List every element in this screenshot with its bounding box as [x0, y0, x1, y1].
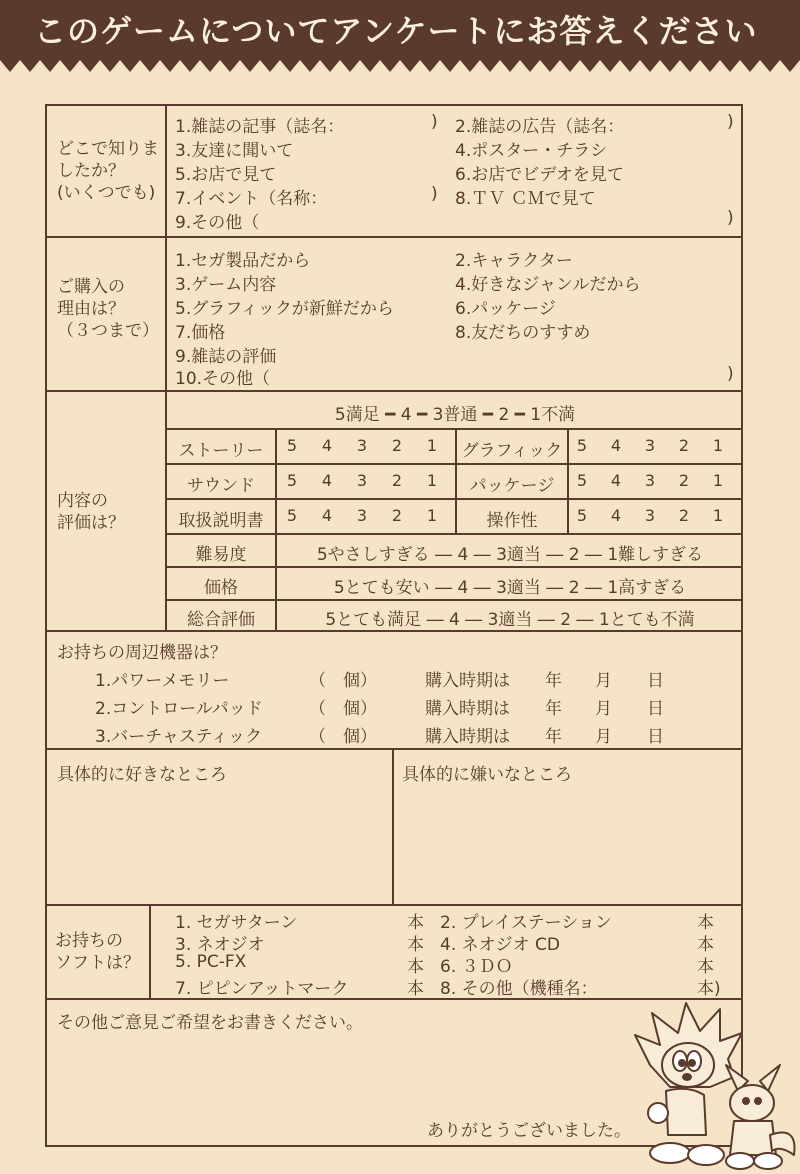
- section-where-known: どこで知りま したか？ (いくつでも) 1.雑誌の記事（誌名： ) 2.雑誌の広告（誌名： ) 3.友達に聞いて 4.ポスター・チラシ 5.お店で見て 6.お店でビデオを見て 7.イベント（名称： ) 8.ＴＶ ＣＭで見て 9.その他（ ): [47, 106, 741, 238]
- q4-title: お持ちの周辺機器は？: [57, 643, 227, 663]
- qty-field[interactable]: （ 個）: [309, 727, 377, 747]
- rating-package: パッケージ: [469, 476, 555, 496]
- month-field[interactable]: 月: [595, 671, 612, 691]
- peripheral-control-pad: 2.コントロールパッド: [95, 699, 263, 719]
- q2-option-2[interactable]: 2.キャラクター: [455, 251, 573, 271]
- rating-price: 価格: [204, 578, 238, 598]
- likes-label: 具体的に好きなところ: [57, 765, 227, 785]
- rating-story: ストーリー: [178, 441, 264, 461]
- hw-pippin[interactable]: 7. ピピンアットマーク: [175, 979, 349, 999]
- q2-option-5[interactable]: 5.グラフィックが新鮮だから: [175, 299, 394, 319]
- q2-option-10[interactable]: 10.その他（: [175, 369, 271, 389]
- rating-graphics: グラフィック: [461, 441, 563, 461]
- rating-controls: 操作性: [486, 511, 538, 531]
- year-field[interactable]: 年: [545, 727, 562, 747]
- month-field[interactable]: 月: [595, 727, 612, 747]
- q2-option-4[interactable]: 4.好きなジャンルだから: [455, 275, 641, 295]
- qty-field[interactable]: （ 個）: [309, 699, 377, 719]
- thanks-text: ありがとうございました。: [427, 1121, 631, 1141]
- q2-option-3[interactable]: 3.ゲーム内容: [175, 275, 277, 295]
- rating-overall: 総合評価: [187, 610, 255, 630]
- q1-option-9[interactable]: 9.その他（: [175, 213, 260, 233]
- q1-option-4[interactable]: 4.ポスター・チラシ: [455, 141, 608, 161]
- scale-difficulty[interactable]: 5やさしすぎる ― 4 ― 3適当 ― 2 ― 1難しすぎる: [316, 545, 704, 565]
- q6-label: お持ちの ソフトは？: [55, 931, 140, 973]
- q2-option-6[interactable]: 6.パッケージ: [455, 299, 556, 319]
- rating-manual: 取扱説明書: [178, 511, 264, 531]
- q3-label: 内容の 評価は？: [57, 491, 125, 533]
- section-owned-hardware: お持ちの ソフトは？ 1. セガサターン 3. ネオジオ 5. PC-FX 7. ピピンアットマーク 本 本 本 本 2. プレイステーション 4. ネオジオ CD 6. ３ＤＯ 8. その他（機種名： 本 本 本 本): [47, 906, 741, 1000]
- day-field[interactable]: 日: [647, 699, 664, 719]
- survey-form: [45, 104, 743, 1147]
- q2-option-7[interactable]: 7.価格: [175, 323, 226, 343]
- header-band: [0, 0, 800, 88]
- q2-label: ご購入の 理由は？ （３つまで）: [57, 277, 159, 341]
- month-field[interactable]: 月: [595, 699, 612, 719]
- hw-neogeo[interactable]: 3. ネオジオ: [175, 935, 265, 955]
- q1-option-8[interactable]: 8.ＴＶ ＣＭで見て: [455, 189, 596, 209]
- q2-option-9[interactable]: 9.雑誌の評価: [175, 347, 277, 367]
- page-title: このゲームについてアンケートにお答えください: [34, 12, 758, 50]
- section-peripherals: お持ちの周辺機器は？ 1.パワーメモリー 2.コントロールパッド 3.バーチャスティック （ 個） （ 個） （ 個） 購入時期は 購入時期は 購入時期は 年 月 日 年 月 日 年 月 日: [47, 632, 741, 750]
- q1-option-6[interactable]: 6.お店でビデオを見て: [455, 165, 624, 185]
- q1-option-1[interactable]: 1.雑誌の記事（誌名：: [175, 117, 345, 137]
- q1-label: どこで知りま したか？ (いくつでも): [57, 139, 159, 203]
- scale-price[interactable]: 5とても安い ― 4 ― 3適当 ― 2 ― 1高すぎる: [333, 578, 687, 598]
- comments-prompt: その他ご意見ご希望をお書きください。: [57, 1013, 363, 1033]
- day-field[interactable]: 日: [647, 727, 664, 747]
- hw-other[interactable]: 8. その他（機種名：: [440, 979, 598, 999]
- hw-3do[interactable]: 6. ３ＤＯ: [440, 957, 513, 977]
- rating-difficulty: 難易度: [195, 545, 247, 565]
- likes-textarea[interactable]: [57, 790, 382, 898]
- year-field[interactable]: 年: [545, 699, 562, 719]
- section-purchase-reason: ご購入の 理由は？ （３つまで） 1.セガ製品だから 2.キャラクター 3.ゲーム内容 4.好きなジャンルだから 5.グラフィックが新鮮だから 6.パッケージ 7.価格 8.友だちのすすめ 9.雑誌の評価 10.その他（ ): [47, 238, 741, 392]
- q2-option-8[interactable]: 8.友だちのすすめ: [455, 323, 591, 343]
- section-content-rating: 内容の 評価は？ 5満足 ━ 4 ━ 3普通 ━ 2 ━ 1不満 ストーリー グラフィック サウンド パッケージ 取扱説明書 操作性 5 4 3 2 1 5 4 3 2 1 5 4 3 2 1 5 4 3 2 1 5 4 3 2 1 5 4 3 2 1 難易度 5やさしすぎる ― 4 ― 3適当 ― 2 ― 1難しすぎる 価格 5とても安い ― 4 ― 3適当 ― 2 ― 1高すぎる 総合評価 5とても満足 ― 4 ― 3適当 ― 2 ― 1とても不満: [47, 392, 741, 632]
- hw-neogeo-cd[interactable]: 4. ネオジオ CD: [440, 935, 560, 955]
- q1-option-3[interactable]: 3.友達に聞いて: [175, 141, 294, 161]
- hw-pc-fx[interactable]: 5. PC-FX: [175, 952, 247, 972]
- rating-sound: サウンド: [187, 476, 255, 496]
- rating-scale-legend: 5満足 ━ 4 ━ 3普通 ━ 2 ━ 1不満: [334, 405, 576, 425]
- scale-overall[interactable]: 5とても満足 ― 4 ― 3適当 ― 2 ― 1とても不満: [325, 610, 695, 630]
- hw-playstation[interactable]: 2. プレイステーション: [440, 913, 612, 933]
- q2-option-1[interactable]: 1.セガ製品だから: [175, 251, 311, 271]
- section-likes-dislikes: [47, 750, 741, 906]
- peripheral-virtua-stick: 3.バーチャスティック: [95, 727, 263, 747]
- dislikes-textarea[interactable]: [402, 790, 732, 898]
- q1-option-7[interactable]: 7.イベント（名称：: [175, 189, 328, 209]
- year-field[interactable]: 年: [545, 671, 562, 691]
- day-field[interactable]: 日: [647, 671, 664, 691]
- qty-field[interactable]: （ 個）: [309, 671, 377, 691]
- dislikes-label: 具体的に嫌いなところ: [402, 765, 572, 785]
- q1-option-5[interactable]: 5.お店で見て: [175, 165, 277, 185]
- peripheral-power-memory: 1.パワーメモリー: [95, 671, 230, 691]
- hw-sega-saturn[interactable]: 1. セガサターン: [175, 913, 298, 933]
- q1-option-2[interactable]: 2.雑誌の広告（誌名：: [455, 117, 625, 137]
- hedgehog-and-fox-illustration: [630, 995, 800, 1174]
